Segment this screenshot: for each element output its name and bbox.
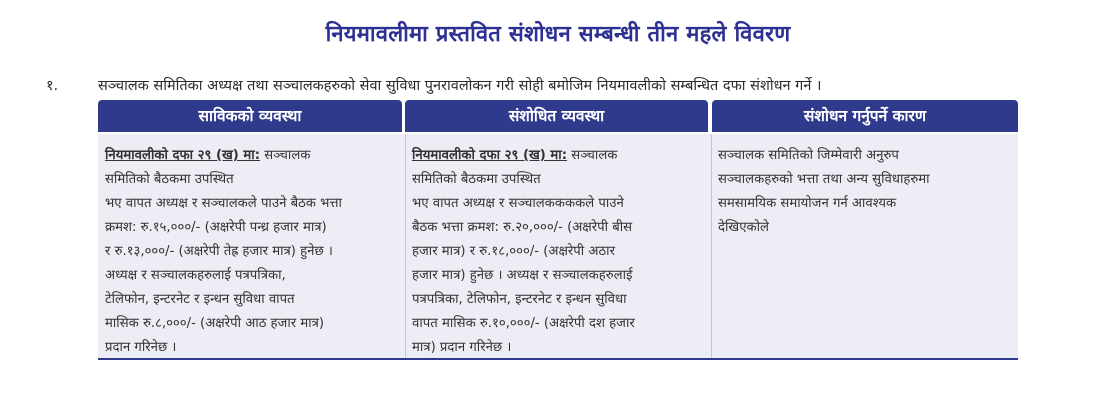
cell-line: सञ्चालकहरुको भत्ता तथा अन्य सुविधाहरुमा [718,172,930,187]
item-text: सञ्चालक समितिका अध्यक्ष तथा सञ्चालकहरुको सेवा सुविधा पुनरावलोकन गरी सोही बमोजिम नियमावलीको सम्बन्धित दफा संशोधन गर्ने । [98,78,822,94]
cell-line: समितिको बैठकमा उपस्थित [105,172,234,187]
table-row [98,134,1018,360]
cell-line [412,144,704,168]
cell-line: क्रमश: रु.१५,०००/- (अक्षरेपी पन्ध्र हजार मात्र) [105,220,327,235]
cell-reason-for-amendment [718,144,1010,240]
cell-existing-provision [105,144,399,360]
column-divider [711,134,712,358]
cell-line: भए वापत अध्यक्ष र सञ्चालकले पाउने बैठक भत्ता [105,196,342,211]
cell-line: हजार मात्र) र रु.१८,०००/- (अक्षरेपी अठार [412,244,615,259]
cell-line [105,144,399,168]
cell-text: सञ्चालक [260,148,311,163]
header-existing-provision: साविकको व्यवस्था [98,100,402,132]
item-number: १. [46,78,59,94]
cell-line: मात्र) प्रदान गरिनेछ । [412,340,512,355]
cell-line: अध्यक्ष र सञ्चालकहरुलाई पत्रपत्रिका, [105,268,286,283]
cell-line: वापत मासिक रु.१०,०००/- (अक्षरेपी दश हजार [412,316,635,331]
cell-line: बैठक भत्ता क्रमश: रु.२०,०००/- (अक्षरेपी बीस [412,220,633,235]
section-reference: नियमावलीको दफा २९ (ख) मा: [412,148,567,163]
header-amended-provision: संशोधित व्यवस्था [405,100,708,132]
cell-amended-provision [412,144,704,360]
cell-line: पत्रपत्रिका, टेलिफोन, इन्टरनेट र इन्धन सुविधा [412,292,627,307]
document-title: नियमावलीमा प्रस्तवित संशोधन सम्बन्धी तीन महले विवरण [325,22,791,47]
cell-line: देखिएकोले [718,220,769,235]
table-header-row [98,100,1018,132]
column-divider [405,134,406,358]
cell-line: सञ्चालक समितिको जिम्मेवारी अनुरुप [718,148,899,163]
three-column-table [98,100,1018,360]
cell-line: समसामयिक समायोजन गर्न आवश्यक [718,196,897,211]
cell-line: हजार मात्र) हुनेछ । अध्यक्ष र सञ्चालकहरुलाई [412,268,633,283]
cell-text: सञ्चालक [567,148,618,163]
cell-line: मासिक रु.८,०००/- (अक्षरेपी आठ हजार मात्र) [105,316,325,331]
cell-line: प्रदान गरिनेछ । [105,340,177,355]
header-reason-for-amendment: संशोधन गर्नुपर्ने कारण [712,100,1018,132]
cell-line: र रु.१३,०००/- (अक्षरेपी तेह्र हजार मात्र) हुनेछ । [105,244,333,259]
cell-line: टेलिफोन, इन्टरनेट र इन्धन सुविधा वापत [105,292,295,307]
cell-line: भए वापत अध्यक्ष र सञ्चालककककले पाउने [412,196,624,211]
section-reference: नियमावलीको दफा २९ (ख) मा: [105,148,260,163]
cell-line: समितिको बैठकमा उपस्थित [412,172,541,187]
